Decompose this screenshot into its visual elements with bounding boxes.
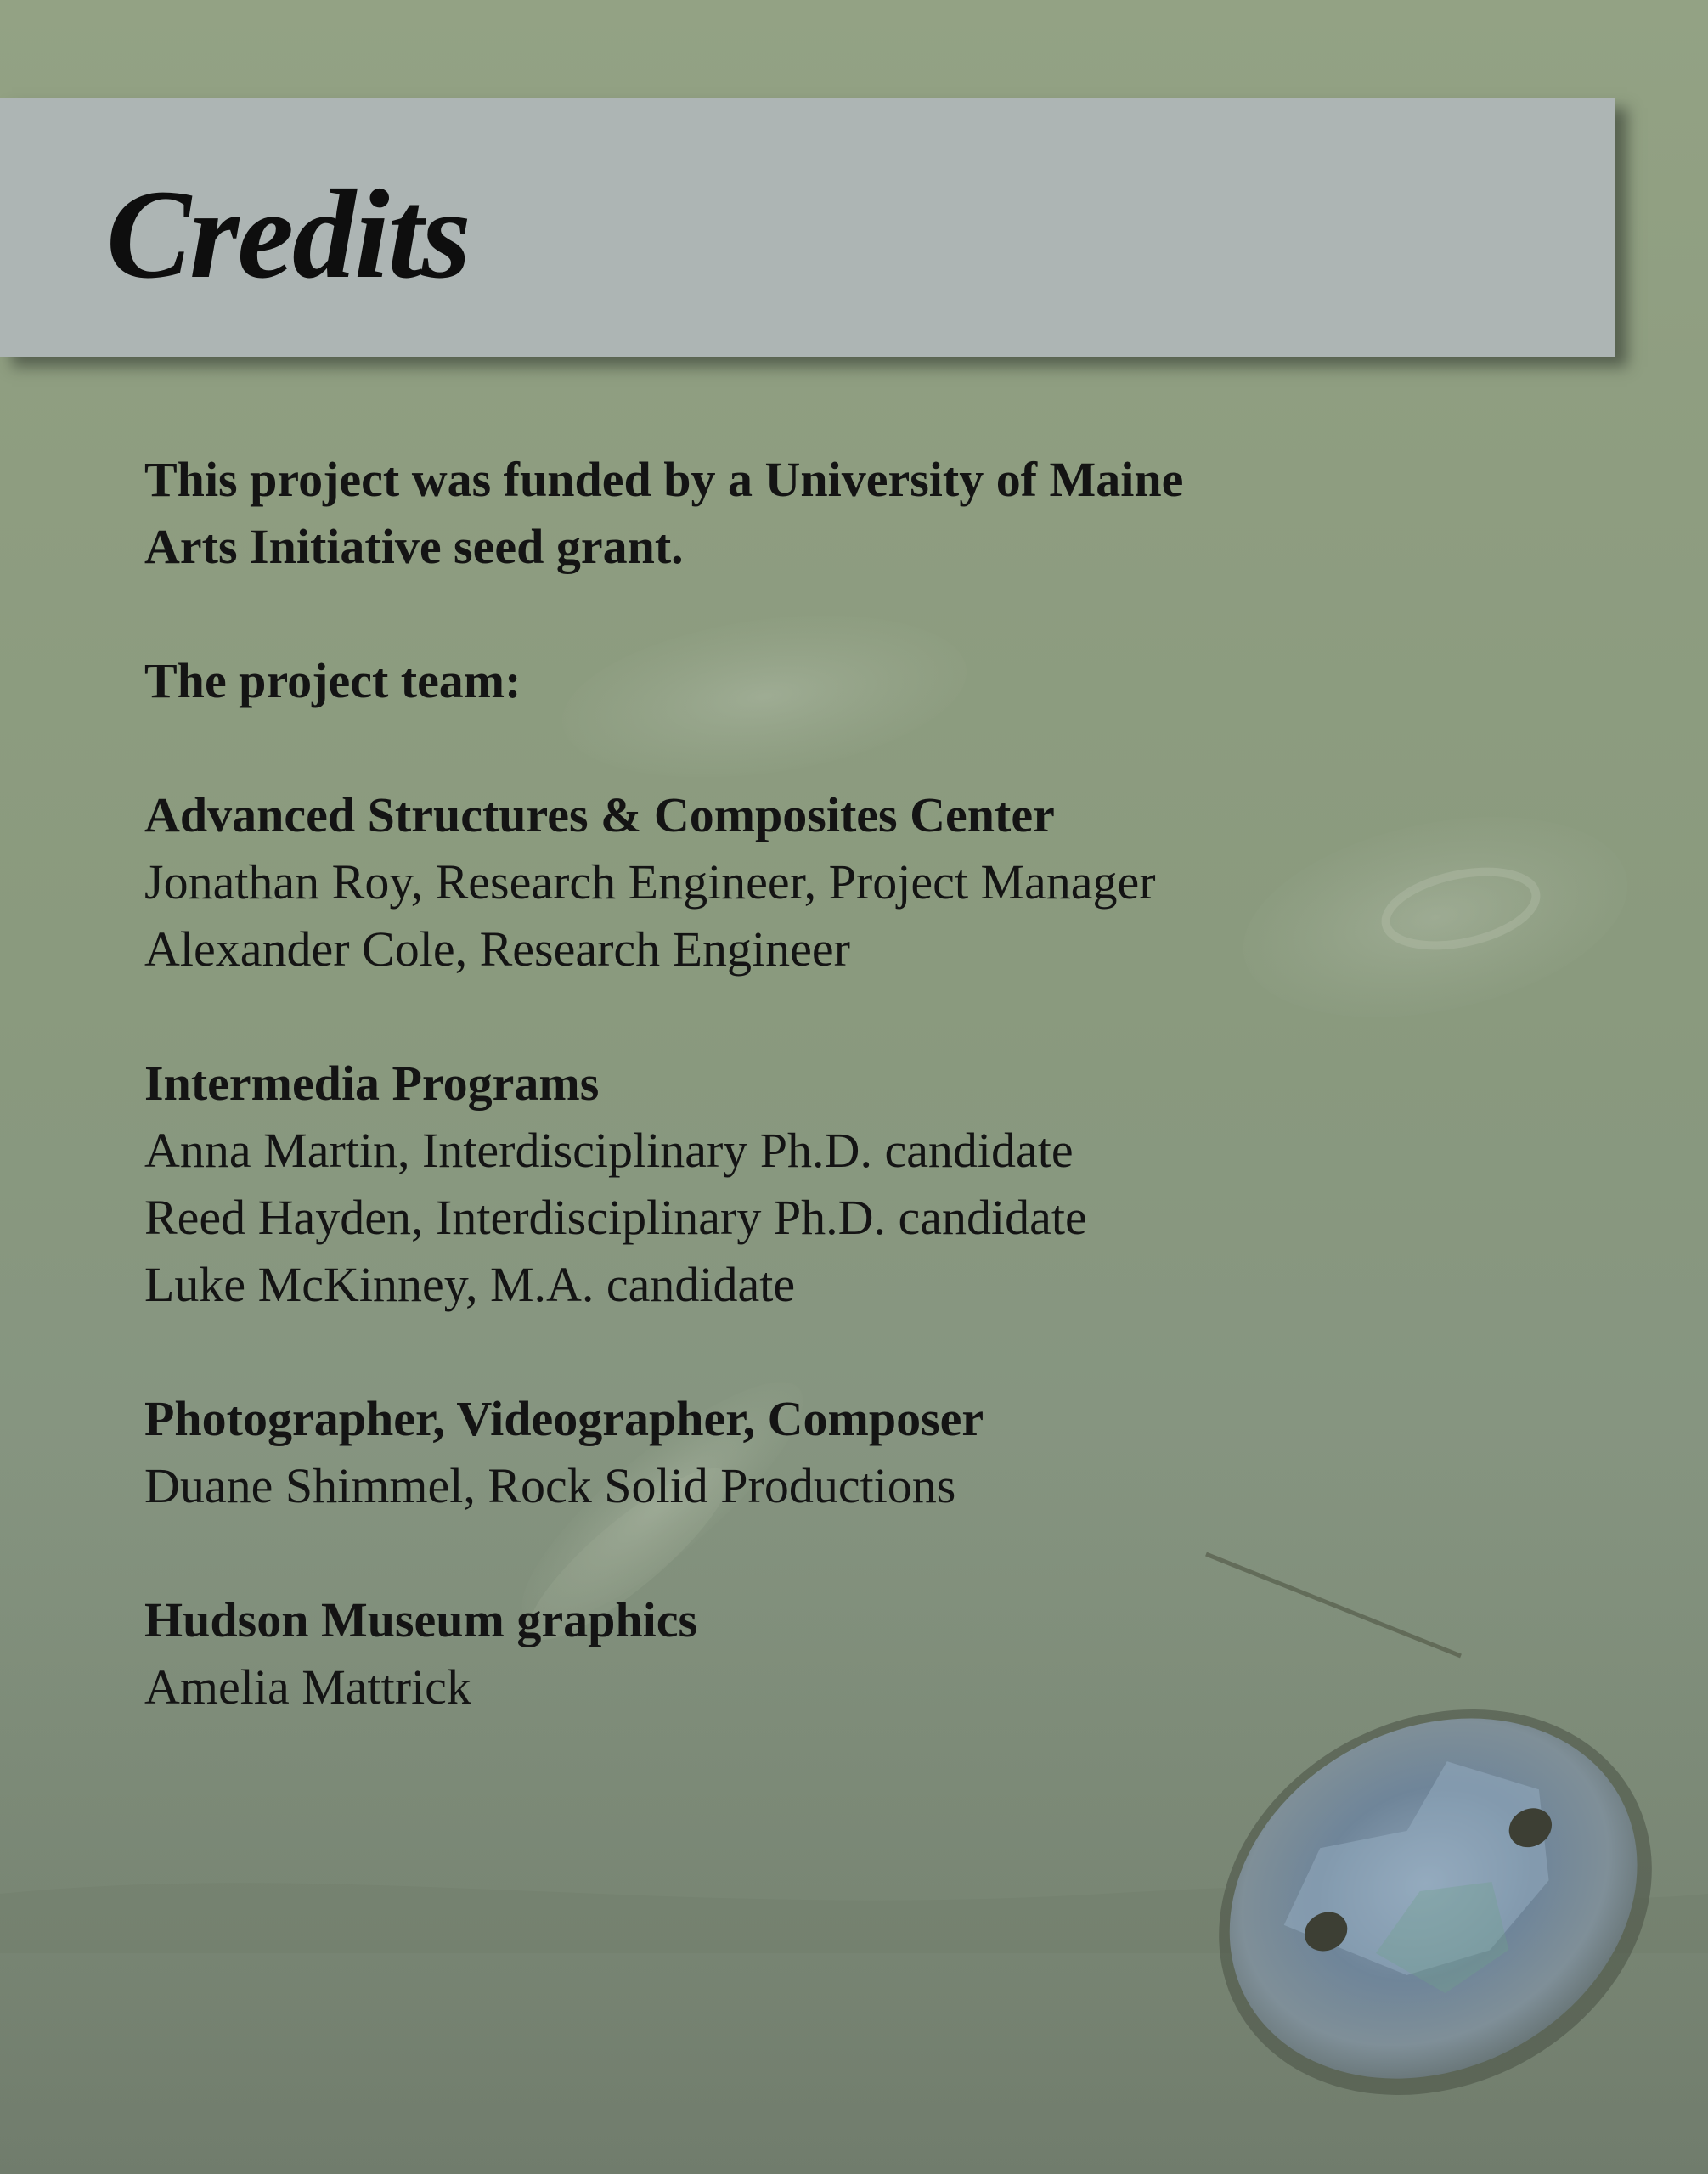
team-member: Reed Hayden, Interdisciplinary Ph.D. candidate	[144, 1190, 1087, 1245]
team-member: Luke McKinney, M.A. candidate	[144, 1257, 796, 1312]
group-heading: Hudson Museum graphics	[144, 1592, 698, 1647]
team-member: Duane Shimmel, Rock Solid Productions	[144, 1458, 956, 1513]
team-member: Alexander Cole, Research Engineer	[144, 921, 850, 977]
group-museum-graphics	[144, 1586, 1418, 1721]
funding-line-1: This project was funded by a University of Maine	[144, 452, 1184, 507]
team-member: Amelia Mattrick	[144, 1659, 471, 1715]
group-intermedia-programs	[144, 1050, 1418, 1318]
group-heading: Advanced Structures & Composites Center	[144, 787, 1055, 842]
team-heading: The project team:	[144, 653, 521, 708]
team-member: Anna Martin, Interdisciplinary Ph.D. candidate	[144, 1123, 1074, 1178]
group-heading: Photographer, Videographer, Composer	[144, 1391, 984, 1446]
group-composites-center	[144, 781, 1418, 983]
funding-line-2: Arts Initiative seed grant.	[144, 519, 684, 574]
group-heading: Intermedia Programs	[144, 1056, 600, 1111]
page-title: Credits	[106, 164, 470, 305]
team-member: Jonathan Roy, Research Engineer, Project Manager	[144, 854, 1156, 910]
group-photographer	[144, 1385, 1418, 1519]
credits-content	[144, 446, 1418, 1721]
